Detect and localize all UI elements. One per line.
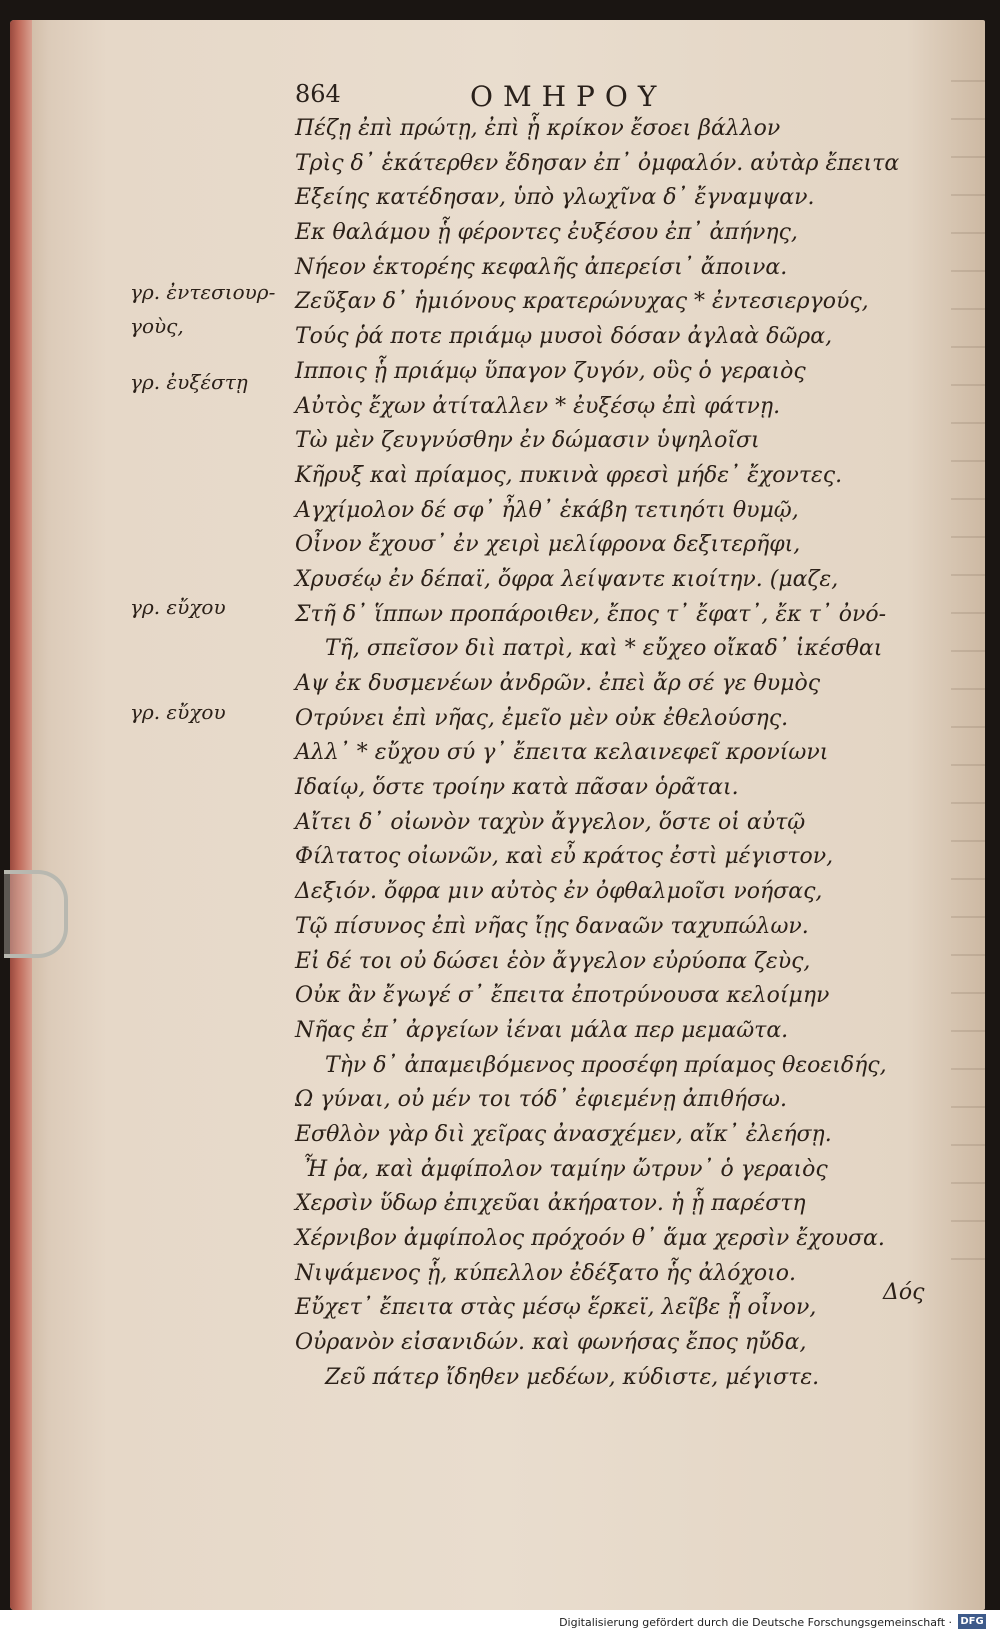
verse-line: Αψ ἐκ δυσμενέων ἀνδρῶν. ἐπεὶ ἄρ σέ γε θυμὸς: [295, 671, 821, 696]
verse-line: Τρὶς δ᾽ ἑκάτερθεν ἔδησαν ἐπ᾽ ὀμφαλόν. αὐτὰρ ἔπειτα: [295, 150, 900, 176]
page-number: 864: [295, 80, 341, 108]
verse-line: Ιπποις ᾗ πριάμῳ ὕπαγον ζυγόν, οὓς ὁ γεραιὸς: [295, 358, 806, 384]
verse-line: Πέζῃ ἐπὶ πρώτῃ, ἐπὶ ᾗ κρίκον ἔσοει βάλλον: [295, 116, 781, 141]
verse-line: Χέρνιβον ἀμφίπολος πρόχοόν θ᾽ ἅμα χερσὶν ἔχουσα.: [295, 1226, 885, 1251]
verse-line: Κῆρυξ καὶ πρίαμος, πυκινὰ φρεσὶ μήδε᾽ ἔχοντες.: [295, 462, 843, 488]
running-title: ΟΜΗΡΟΥ: [470, 80, 667, 113]
verse-line: Στῆ δ᾽ ἵππων προπάροιθεν, ἔπος τ᾽ ἔφατ᾽, ἔκ τ᾽ ὀνό-: [295, 601, 887, 627]
verse-line: Νιψάμενος ᾗ, κύπελλον ἐδέξατο ἧς ἀλόχοιο.: [295, 1260, 796, 1286]
verse-line: Οὐκ ἂν ἔγωγέ σ᾽ ἔπειτα ἐποτρύνουσα κελοίμην: [295, 983, 830, 1009]
margin-note: γρ. ἐντεσιουρ-: [130, 280, 276, 304]
verse-line: Χερσὶν ὕδωρ ἐπιχεῦαι ἀκήρατον. ἡ ᾗ παρέστη: [295, 1191, 806, 1217]
verse-line: Δεξιόν. ὄφρα μιν αὐτὸς ἐν ὀφθαλμοῖσι νοήσας,: [295, 879, 823, 905]
verse-line: Αὐτὸς ἔχων ἀτίταλλεν * ἐυξέσῳ ἐπὶ φάτνῃ.: [295, 393, 781, 419]
verse-line: Νήεον ἑκτορέης κεφαλῆς ἀπερείσι᾽ ἄποινα.: [295, 254, 788, 280]
verse-line: Τὼ μὲν ζευγνύσθην ἐν δώμασιν ὑψηλοῖσι: [295, 428, 760, 454]
verse-line: Οτρύνει ἐπὶ νῆας, ἐμεῖο μὲν οὐκ ἐθελούσης.: [295, 705, 789, 731]
verse-line: Τούς ῥά ποτε πριάμῳ μυσοὶ δόσαν ἀγλαὰ δῶρα,: [295, 324, 833, 350]
verse-line: Φίλτατος οἰωνῶν, καὶ εὖ κράτος ἐστὶ μέγιστον,: [295, 844, 834, 870]
verse-line: Αἴτει δ᾽ οἰωνὸν ταχὺν ἄγγελον, ὅστε οἱ αὐτῷ: [295, 809, 806, 835]
verse-line: Τῆ, σπεῖσον διὶ πατρὶ, καὶ * εὔχεο οἴκαδ᾽ ἱκέσθαι: [325, 636, 883, 662]
margin-note: γρ. εὔχου: [130, 700, 226, 724]
verse-line: Εκ θαλάμου ᾗ φέροντες ἐυξέσου ἐπ᾽ ἀπήνης,: [295, 220, 798, 246]
verse-line: Χρυσέῳ ἐν δέπαϊ, ὄφρα λείψαντε κιοίτην. (μαζε,: [295, 566, 839, 592]
verse-line: Οἶνον ἔχουσ᾽ ἐν χειρὶ μελίφρονα δεξιτερῆφι,: [295, 532, 801, 558]
verse-line: Εξείης κατέδησαν, ὑπὸ γλωχῖνα δ᾽ ἔγναμψαν.: [295, 185, 815, 211]
page-edge: [10, 20, 32, 1610]
verse-line: Οὐρανὸν εἰσανιδών. καὶ φωνήσας ἔπος ηὔδα,: [295, 1330, 807, 1356]
verse-block: [295, 112, 955, 1395]
catchword: Δός: [883, 1280, 925, 1305]
verse-line: Εσθλὸν γὰρ διὶ χεῖρας ἀνασχέμεν, αἴκ᾽ ἐλεήσῃ.: [295, 1121, 832, 1147]
verse-line: Ζεῦ πάτερ ἴδηθεν μεδέων, κύδιστε, μέγιστε.: [325, 1364, 820, 1390]
footer-bar: [0, 1610, 1000, 1637]
verse-line: Ω γύναι, οὐ μέν τοι τόδ᾽ ἐφιεμένῃ ἀπιθήσω.: [295, 1087, 787, 1113]
verse-line: Νῆας ἐπ᾽ ἀργείων ἰέναι μάλα περ μεμαῶτα.: [295, 1017, 789, 1043]
funding-credit: Digitalisierung gefördert durch die Deutsche Forschungsgemeinschaft ·: [559, 1616, 952, 1629]
margin-note: γοὺς,: [130, 314, 184, 338]
page-clip: [4, 870, 68, 958]
dfg-logo: DFG: [958, 1614, 986, 1629]
verse-line: Τῷ πίσυνος ἐπὶ νῆας ἴῃς δαναῶν ταχυπώλων.: [295, 913, 809, 939]
verse-line: Ἦ ῥα, καὶ ἀμφίπολον ταμίην ὤτρυν᾽ ὁ γεραιὸς: [303, 1156, 828, 1182]
verse-line: Εἰ δέ τοι οὐ δώσει ἑὸν ἄγγελον εὐρύοπα ζεὺς,: [295, 948, 811, 974]
verse-line: Ζεῦξαν δ᾽ ἡμιόνους κρατερώνυχας * ἐντεσιεργούς,: [295, 289, 869, 315]
margin-note: γρ. εὔχου: [130, 595, 226, 619]
verse-line: Αλλ᾽ * εὔχου σύ γ᾽ ἔπειτα κελαινεφεῖ κρονίωνι: [295, 740, 829, 766]
verse-line: Αγχίμολον δέ σφ᾽ ἦλθ᾽ ἑκάβη τετιηότι θυμῷ,: [295, 497, 799, 523]
verse-line: Τὴν δ᾽ ἀπαμειβόμενος προσέφη πρίαμος θεοειδής,: [325, 1052, 887, 1078]
show-through-bleed: [951, 80, 985, 1280]
verse-line: Ιδαίῳ, ὅστε τροίην κατὰ πᾶσαν ὁρᾶται.: [295, 775, 739, 801]
verse-line: Εὔχετ᾽ ἔπειτα στὰς μέσῳ ἕρκεϊ, λεῖβε ᾗ οἶνον,: [295, 1295, 817, 1321]
margin-note: γρ. ἐυξέστῃ: [130, 370, 248, 394]
